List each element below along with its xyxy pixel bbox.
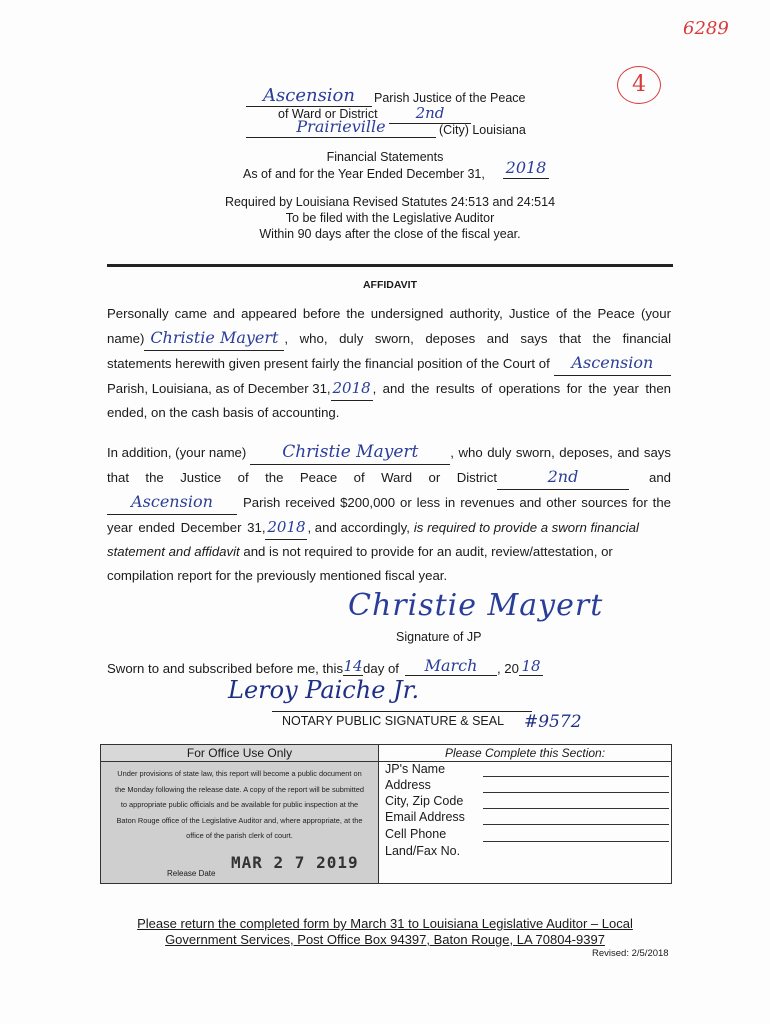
year-ended-line: As of and for the Year Ended December 31, — [243, 167, 485, 181]
release-date-stamp: MAR 2 7 2019 — [231, 853, 359, 872]
p2-ward-handwritten: 2nd — [497, 465, 629, 490]
return-instructions — [100, 916, 670, 948]
office-use-text: Under provisions of state law, this report will become a public document on the Monday following the release date. A copy of the report will be submitted to appropriate public officials and be available for public inspection at the Baton Rouge office of the Legislative Auditor and, where appropriate, at the office of the parish clerk of court. — [115, 769, 364, 840]
jp-signature: Christie Mayert — [348, 588, 604, 623]
notary-label: NOTARY PUBLIC SIGNATURE & SEAL — [282, 714, 505, 728]
sworn-text-a: Sworn to and subscribed before me, this — [107, 661, 344, 676]
ward-handwritten: 2nd — [415, 104, 445, 122]
sworn-text-b: day of — [363, 661, 399, 676]
p2-line-d: year ended December 31, — [107, 520, 266, 535]
jp-name-field[interactable] — [483, 776, 669, 777]
p1-name-label: name) — [107, 331, 145, 346]
p2-line-e1: statement and affidavit — [107, 544, 240, 559]
sworn-month-handwritten: March — [405, 656, 497, 676]
notary-signature-line — [272, 711, 532, 712]
p1-line-d: Parish, Louisiana, as of December 31, — [107, 381, 331, 396]
financial-statements-heading: Financial Statements — [326, 150, 444, 164]
file-number: 6289 — [683, 18, 729, 39]
email-field[interactable] — [483, 824, 669, 825]
email-label: Email Address — [385, 810, 465, 824]
p1-line-b: , who, duly sworn, deposes and says that the financial — [284, 331, 671, 346]
requirement-text — [150, 194, 630, 242]
city-zip-label: City, Zip Code — [385, 794, 464, 808]
parish-field — [246, 85, 372, 107]
return-instructions-line-1: Please return the completed form by March 31 to Louisiana Legislative Auditor – Local — [137, 916, 633, 931]
address-field[interactable] — [483, 792, 669, 793]
sworn-year-handwritten: 18 — [519, 657, 543, 676]
requirement-line-3: Within 90 days after the close of the fiscal year. — [259, 227, 521, 241]
requirement-line-1: Required by Louisiana Revised Statutes 24:513 and 24:514 — [224, 195, 556, 209]
p1-line-d2: , and the results of operations for the year then — [372, 381, 671, 396]
parish-handwritten: Ascension — [263, 85, 355, 106]
office-use-box — [100, 744, 672, 884]
return-instructions-line-2: Government Services, Post Office Box 94397, Baton Rouge, LA 70804-9397 — [165, 932, 605, 947]
p1-line-c: statements herewith given present fairly the financial position of the Court of — [107, 356, 550, 371]
cell-phone-field[interactable] — [483, 841, 669, 842]
section-divider — [107, 264, 673, 267]
p2-line-e2: and is not required to provide for an audit, review/attestation, or — [243, 544, 613, 559]
cell-phone-label: Cell Phone — [385, 827, 447, 841]
jp-name-label: JP's Name — [385, 762, 446, 776]
p2-name-label: In addition, (your name) — [107, 445, 247, 460]
p2-line-f: compilation report for the previously mentioned fiscal year. — [107, 568, 448, 583]
p2-name-handwritten: Christie Mayert — [250, 440, 450, 465]
office-use-title: For Office Use Only — [101, 745, 378, 762]
sworn-day-handwritten: 14 — [343, 657, 363, 675]
p1-parish-handwritten: Ascension — [554, 351, 671, 376]
requirement-line-2: To be filed with the Legislative Auditor — [285, 211, 495, 225]
jp-signature-label: Signature of JP — [396, 630, 482, 644]
ward-label: of Ward or District — [278, 107, 378, 121]
office-use-section — [101, 745, 379, 883]
city-field — [246, 117, 436, 138]
city-handwritten: Prairieville — [296, 117, 386, 136]
p1-line-a: Personally came and appeared before the undersigned authority, Justice of the Peace (your — [107, 306, 671, 321]
p2-line-d2: , and accordingly, — [307, 520, 410, 535]
p2-parish-handwritten: Ascension — [107, 490, 237, 515]
p1-year-handwritten: 2018 — [331, 376, 373, 401]
p2-line-d3: is required to provide a sworn financial — [413, 520, 639, 535]
affidavit-title: AFFIDAVIT — [362, 279, 418, 291]
land-fax-label: Land/Fax No. — [385, 844, 461, 858]
year-handwritten: 2018 — [505, 158, 547, 177]
p2-and: and — [648, 470, 671, 485]
notary-number: #9572 — [524, 712, 582, 732]
p1-name-handwritten: Christie Mayert — [144, 326, 284, 351]
contact-section — [379, 745, 671, 883]
p2-line-b: that the Justice of the Peace of Ward or District — [107, 470, 497, 485]
city-label: (City) Louisiana — [439, 123, 526, 137]
revised-date: Revised: 2/5/2018 — [592, 948, 669, 959]
sworn-line — [107, 656, 543, 676]
p1-line-e: ended, on the cash basis of accounting. — [107, 405, 340, 420]
p2-line-c: Parish received $200,000 or less in revenues and other sources for the — [243, 495, 671, 510]
notary-signature: Leroy Paiche Jr. — [228, 676, 420, 704]
city-zip-field[interactable] — [483, 808, 669, 809]
p2-year-handwritten: 2018 — [265, 515, 307, 540]
parish-label: Parish Justice of the Peace — [374, 91, 526, 105]
address-label: Address — [385, 778, 431, 792]
affidavit-paragraph-2 — [107, 440, 671, 588]
contact-section-title: Please Complete this Section: — [379, 745, 671, 762]
year-field — [503, 158, 549, 179]
p2-line-a: , who duly sworn, deposes, and says — [450, 445, 671, 460]
affidavit-paragraph-1 — [107, 302, 671, 425]
sworn-year-prefix: , 20 — [496, 661, 519, 676]
circled-page-number: 4 — [617, 66, 661, 104]
release-date-label: Release Date — [167, 869, 216, 878]
